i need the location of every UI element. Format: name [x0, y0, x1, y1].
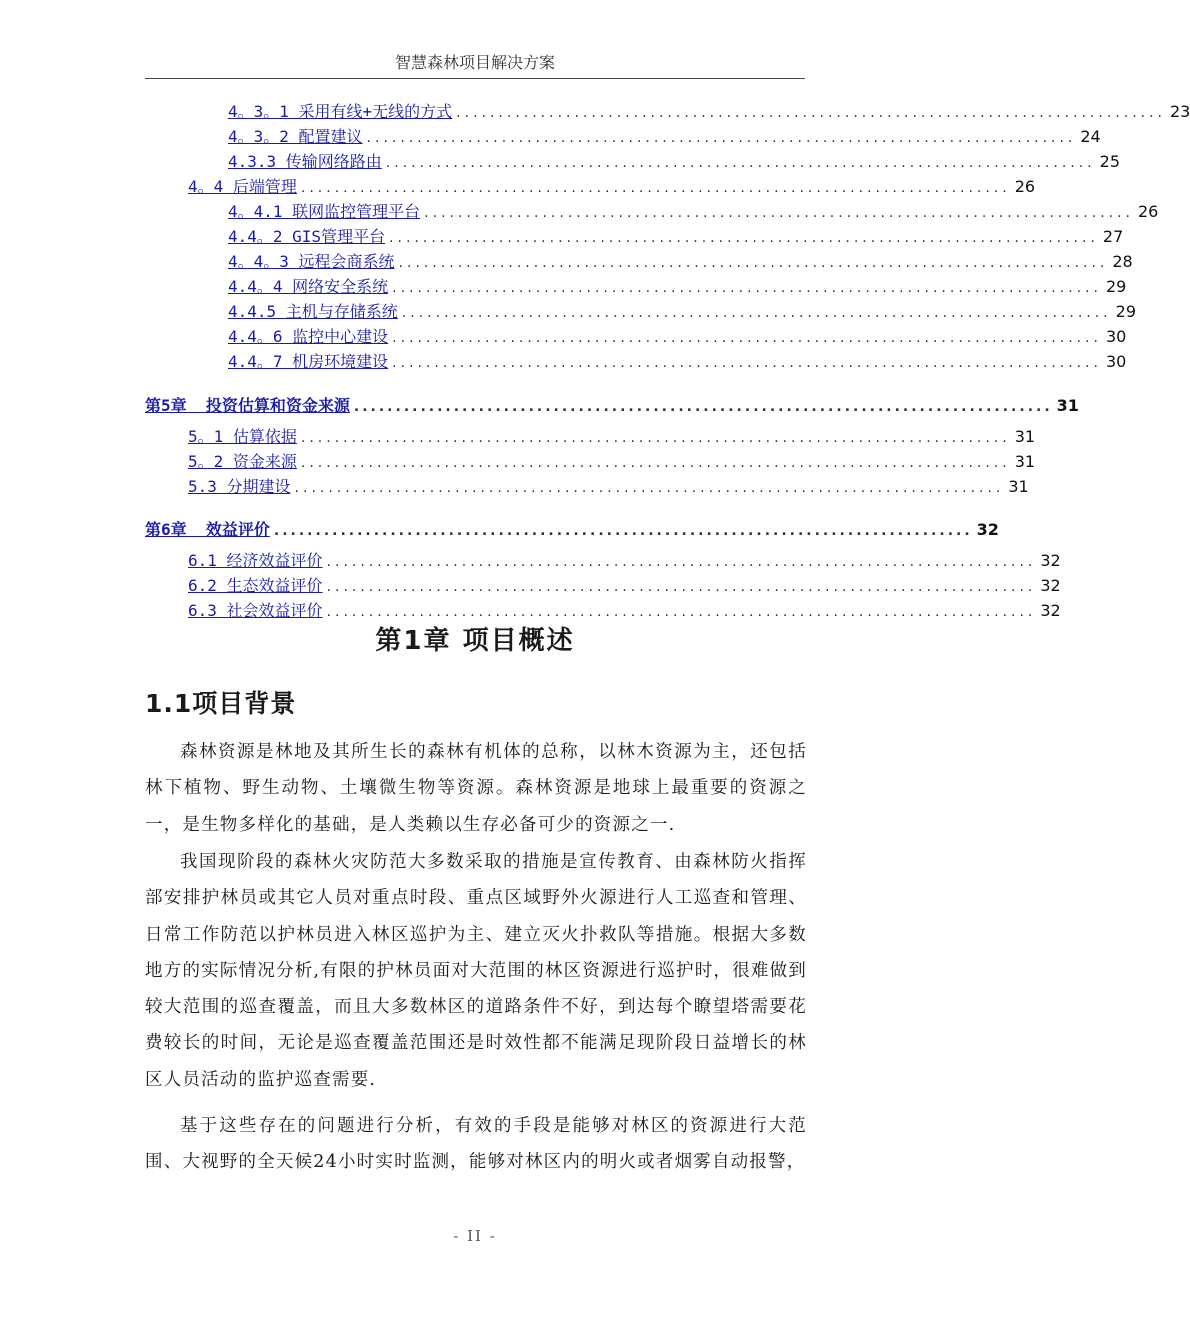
toc-leader-dots: .................................................................................... [389, 230, 1099, 246]
chapter-heading: 第1章 项目概述 [375, 626, 575, 656]
toc-entry-page: 26 [1014, 177, 1036, 196]
toc-entry-page: 32 [976, 520, 999, 539]
toc-leader-dots: .................................................................................... [300, 180, 1011, 196]
toc-entry-page: 32 [1040, 551, 1061, 570]
section-heading: 1.1项目背景 [145, 689, 297, 718]
toc-leader-dots: .................................................................................... [273, 523, 973, 539]
body-paragraph: 森林资源是林地及其所生长的森林有机体的总称，以林木资源为主，还包括林下植物、野生动物、土壤微生物等资源。森林资源是地球上最重要的资源之一，是生物多样化的基础，是人类赖以生存必备可少的资源之一. [145, 742, 807, 835]
toc-entry-title[interactable]: 4.4。6 监控中心建设 [228, 327, 389, 346]
toc-entry[interactable] [188, 174, 1036, 198]
toc-leader-dots: .................................................................................... [385, 155, 1096, 171]
toc-leader-dots: .................................................................................... [456, 105, 1166, 121]
toc-entry[interactable] [228, 299, 1136, 323]
toc-entry-page: 29 [1115, 302, 1136, 321]
body-paragraph: 我国现阶段的森林火灾防范大多数采取的措施是宣传教育、由森林防火指挥部安排护林员或其它人员对重点时段、重点区域野外火源进行人工巡查和管理、日常工作防范以护林员进入林区巡护为主、建立灭火扑救队等措施。根据大多数地方的实际情况分析,有限的护林员面对大范围的林区资源进行巡护时，很难做到较大范围的巡查覆盖，而且大多数林区的道路条件不好，到达每个瞭望塔需要花费较长的时间，无论是巡查覆盖范围还是时效性都不能满足现阶段日益增长的林区人员活动的监护巡查需要. [145, 852, 807, 1090]
toc-entry-title[interactable]: 4.4。7 机房环境建设 [228, 352, 389, 371]
toc-entry[interactable] [188, 449, 1036, 473]
toc-entry-page: 32 [1040, 576, 1061, 595]
toc-leader-dots: .................................................................................... [353, 399, 1053, 415]
toc-entry-title[interactable]: 5。2 资金来源 [188, 452, 297, 471]
toc-entry-title[interactable]: 4。4 后端管理 [188, 177, 297, 196]
toc-entry-page: 31 [1014, 427, 1036, 446]
toc-leader-dots: .................................................................................... [392, 330, 1102, 346]
toc-chapter-entry[interactable] [145, 517, 999, 541]
toc-entry-title[interactable]: 6.3 社会效益评价 [188, 601, 323, 620]
toc-entry-title[interactable]: 第5章 投资估算和资金来源 [145, 396, 350, 415]
toc-leader-dots: .................................................................................... [326, 554, 1037, 570]
toc-leader-dots: .................................................................................... [392, 355, 1102, 371]
toc-entry[interactable] [228, 149, 1120, 173]
toc-entry-title[interactable]: 5.3 分期建设 [188, 477, 291, 496]
toc-entry-page: 28 [1112, 252, 1133, 271]
toc-entry-page: 24 [1080, 127, 1101, 146]
toc-entry-title[interactable]: 4.4。2 GIS管理平台 [228, 227, 386, 246]
toc-entry[interactable] [228, 199, 1159, 223]
toc-leader-dots: .................................................................................... [366, 130, 1077, 146]
toc-entry-title[interactable]: 4。4。3 远程会商系统 [228, 252, 395, 271]
toc-entry-title[interactable]: 4。3。1 采用有线+无线的方式 [228, 102, 453, 121]
toc-entry-title[interactable]: 4。3。2 配置建议 [228, 127, 363, 146]
toc-leader-dots: .................................................................................... [300, 455, 1011, 471]
toc-entry-title[interactable]: 6.2 生态效益评价 [188, 576, 323, 595]
toc-leader-dots: .................................................................................... [392, 280, 1102, 296]
toc-entry[interactable] [188, 598, 1061, 622]
toc-entry-page: 29 [1106, 277, 1127, 296]
toc-entry-title[interactable]: 4.3.3 传输网络路由 [228, 152, 382, 171]
header-divider [145, 78, 805, 79]
toc-entry[interactable] [228, 224, 1124, 248]
toc-entry[interactable] [228, 274, 1127, 298]
toc-entry[interactable] [228, 249, 1133, 273]
toc-entry-page: 25 [1099, 152, 1120, 171]
toc-entry[interactable] [228, 349, 1127, 373]
toc-leader-dots: .................................................................................... [398, 255, 1109, 271]
toc-entry-title[interactable]: 4。4.1 联网监控管理平台 [228, 202, 421, 221]
toc-entry[interactable] [188, 573, 1061, 597]
toc-entry-page: 31 [1014, 452, 1036, 471]
body-paragraph: 基于这些存在的问题进行分析，有效的手段是能够对林区的资源进行大范围、大视野的全天候24小时实时监测，能够对林区内的明火或者烟雾自动报警， [145, 1116, 807, 1173]
toc-chapter-entry[interactable] [145, 393, 1079, 417]
toc-entry-title[interactable]: 4.4。4 网络安全系统 [228, 277, 389, 296]
toc-entry[interactable] [188, 548, 1061, 572]
toc-entry-page: 26 [1138, 202, 1159, 221]
page-number: - II - [453, 1227, 497, 1245]
toc-entry-page: 31 [1008, 477, 1029, 496]
toc-entry[interactable] [228, 99, 1190, 123]
toc-leader-dots: .................................................................................... [424, 205, 1134, 221]
toc-entry[interactable] [188, 424, 1036, 448]
toc-entry[interactable] [188, 474, 1029, 498]
toc-leader-dots: .................................................................................... [401, 305, 1112, 321]
toc-leader-dots: .................................................................................... [326, 579, 1037, 595]
toc-entry[interactable] [228, 324, 1127, 348]
toc-entry-page: 30 [1106, 352, 1127, 371]
toc-entry-page: 30 [1106, 327, 1127, 346]
toc-entry[interactable] [228, 124, 1101, 148]
toc-entry-page: 32 [1040, 601, 1061, 620]
toc-entry-title[interactable]: 第6章 效益评价 [145, 520, 270, 539]
page-header: 智慧森林项目解决方案 [394, 53, 555, 72]
toc-entry-page: 31 [1056, 396, 1079, 415]
toc-leader-dots: .................................................................................... [326, 604, 1037, 620]
toc-leader-dots: .................................................................................... [294, 480, 1005, 496]
toc-entry-page: 23 [1170, 102, 1190, 121]
toc-leader-dots: .................................................................................... [300, 430, 1011, 446]
toc-entry-title[interactable]: 5。1 估算依据 [188, 427, 297, 446]
toc-entry-page: 27 [1102, 227, 1124, 246]
toc-entry-title[interactable]: 4.4.5 主机与存储系统 [228, 302, 398, 321]
toc-entry-title[interactable]: 6.1 经济效益评价 [188, 551, 323, 570]
